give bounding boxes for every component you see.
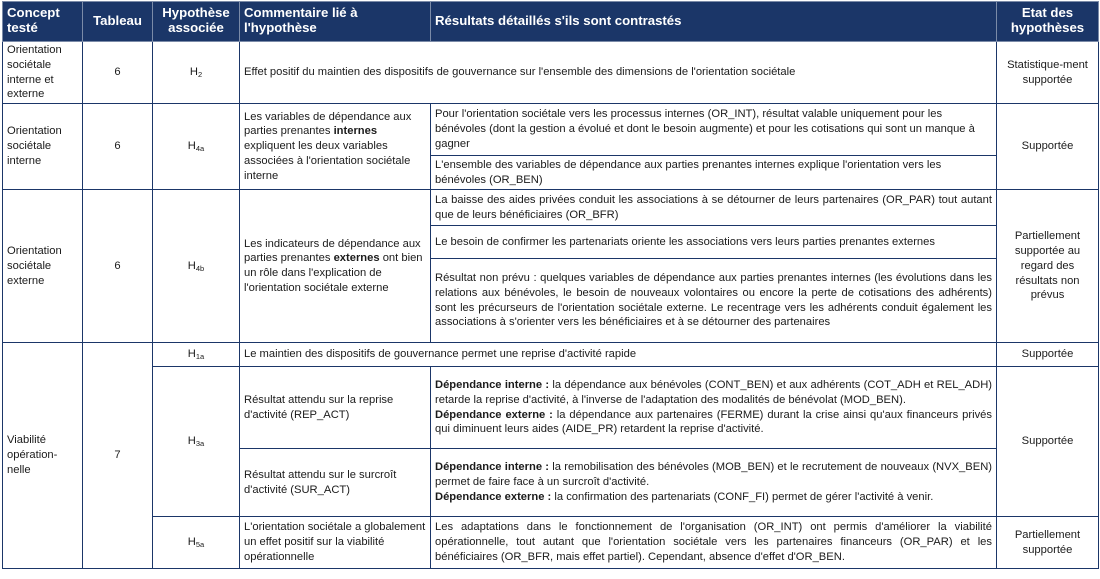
status-cell: Supportée (997, 343, 1099, 367)
hypothesis-index: 4b (195, 263, 205, 273)
hypothesis-label: H (187, 140, 196, 153)
comment-cell: L'orientation sociétale a globalement un effet positif sur la viabilité opérationnelle (240, 517, 431, 569)
comment-cell: Le maintien des dispositifs de gouvernance permet une reprise d'activité rapide (240, 343, 997, 367)
status-cell: Supportée (997, 367, 1099, 517)
concept-cell: Viabilité opération-nelle (3, 343, 83, 569)
hypothesis-label: H (187, 259, 196, 272)
hypothesis-index: 2 (197, 70, 203, 80)
result-internal-label: Dépendance interne : (435, 379, 550, 392)
header-tableau: Tableau (83, 2, 153, 42)
header-row (3, 2, 1099, 42)
hypotheses-table (2, 1, 1099, 569)
hypothesis-cell (153, 367, 240, 517)
hypothesis-label: H (187, 435, 196, 448)
hypothesis-label: H (187, 348, 196, 361)
result-external-text: la dépendance aux partenaires (FERME) durant la crise ainsi qu'aux financeurs privés qui diminuent leurs aides (AIDE_PR) retardent la reprise d'activité. (435, 408, 992, 436)
result-external-label: Dépendance externe : (435, 408, 553, 421)
concept-cell: Orientation sociétale interne et externe (3, 42, 83, 104)
tableau-cell: 6 (83, 104, 153, 190)
hypothesis-cell (153, 517, 240, 569)
result-cell (431, 367, 997, 449)
comment-cell: Effet positif du maintien des dispositifs de gouvernance sur l'ensemble des dimensions de l'orientation sociétale (240, 42, 997, 104)
header-commentaire: Commentaire lié à l'hypothèse (240, 2, 431, 42)
result-external-label: Dépendance externe : (435, 491, 552, 504)
hypothesis-cell (153, 190, 240, 343)
hypothesis-cell (153, 104, 240, 190)
hypothesis-index: 1a (195, 352, 205, 362)
table-row (3, 104, 1099, 156)
hypothesis-label: H (187, 536, 196, 549)
comment-text: expliquent les deux variables associées à l'orientation sociétale interne (244, 140, 411, 182)
hypothesis-index: 4a (195, 144, 205, 154)
result-cell: Résultat non prévu : quelques variables de dépendance aux parties prenantes internes (les évolutions dans les relations aux bénévoles, le besoin de nouveaux volontaires ou encore la perte de cotisations des adhérents) sont les précurseurs de l'orientation sociétale externe. Le recentrage vers les adhérents conduit également les associations à s'orienter vers les bénéficiaires et à se détourner des partenaires (431, 259, 997, 343)
result-internal (435, 378, 992, 408)
result-internal (435, 460, 992, 490)
header-hypothese: Hypothèse associée (153, 2, 240, 42)
result-cell (431, 449, 997, 517)
table-row (3, 343, 1099, 367)
result-internal-label: Dépendance interne : (435, 461, 550, 474)
comment-text: Les variables de dépendance aux parties prenantes (244, 110, 412, 138)
status-cell: Supportée (997, 104, 1099, 190)
hypothesis-label: H (189, 66, 198, 79)
comment-text: Les indicateurs de dépendance aux parties prenantes (244, 237, 421, 265)
table-row (3, 517, 1099, 569)
result-cell: Le besoin de confirmer les partenariats oriente les associations vers leurs parties prenantes externes (431, 226, 997, 259)
header-concept: Concept testé (3, 2, 83, 42)
comment-cell: Résultat attendu sur le surcroît d'activité (SUR_ACT) (240, 449, 431, 517)
result-cell: Pour l'orientation sociétale vers les processus internes (OR_INT), résultat valable uniquement pour les bénévoles (dont la gestion a évolué et dont le besoin augmente) et pour les cotisations qui sont un manque à gagner (431, 104, 997, 156)
status-cell: Partiellement supportée au regard des résultats non prévus (997, 190, 1099, 343)
header-resultats: Résultats détaillés s'ils sont contrastés (431, 2, 997, 42)
status-cell: Statistique-ment supportée (997, 42, 1099, 104)
comment-emphasis: internes (333, 125, 378, 138)
hypothesis-cell (153, 343, 240, 367)
result-internal-text: la remobilisation des bénévoles (MOB_BEN) et le recrutement de nouveaux (NVX_BEN) permet de faire face à un surcroît d'activité. (435, 461, 993, 489)
hypothesis-cell (153, 42, 240, 104)
concept-cell: Orientation sociétale externe (3, 190, 83, 343)
status-cell: Partiellement supportée (997, 517, 1099, 569)
comment-cell (240, 190, 431, 343)
result-external-text: la confirmation des partenariats (CONF_FI) permet de gérer l'activité à venir. (551, 491, 934, 504)
result-cell: L'ensemble des variables de dépendance aux parties prenantes internes explique l'orientation vers les bénévoles (OR_BEN) (431, 156, 997, 190)
result-cell: Les adaptations dans le fonctionnement de l'organisation (OR_INT) ont permis d'améliorer la viabilité opérationnelle, tout autant que l'orientation sociétale vers les partenaires financeurs (OR_PAR) et les bénéficiaires (OR_BFR, mais effet partiel). Cependant, absence d'effet d'OR_BEN. (431, 517, 997, 569)
result-cell: La baisse des aides privées conduit les associations à se détourner de leurs partenaires (OR_PAR) tout autant que de leurs bénéficiaires (OR_BFR) (431, 190, 997, 226)
table-row (3, 190, 1099, 226)
tableau-cell: 6 (83, 42, 153, 104)
comment-emphasis: externes (333, 252, 380, 265)
comment-text: ont bien un rôle dans l'explication de l'orientation sociétale externe (244, 252, 423, 294)
table-row (3, 367, 1099, 449)
hypothesis-index: 3a (195, 439, 205, 449)
comment-cell: Résultat attendu sur la reprise d'activité (REP_ACT) (240, 367, 431, 449)
concept-cell: Orientation sociétale interne (3, 104, 83, 190)
hypothesis-index: 5a (195, 540, 205, 550)
result-external (435, 408, 992, 438)
tableau-cell: 7 (83, 343, 153, 569)
tableau-cell: 6 (83, 190, 153, 343)
comment-cell (240, 104, 431, 190)
table-row (3, 42, 1099, 104)
result-internal-text: la dépendance aux bénévoles (CONT_BEN) et aux adhérents (COT_ADH et REL_ADH) retarde la reprise d'activité, à l'inverse de l'adaptation des modalités de bénévolat (MOD_BEN). (435, 379, 993, 406)
header-etat: Etat des hypothèses (997, 2, 1099, 42)
result-external (435, 490, 992, 505)
